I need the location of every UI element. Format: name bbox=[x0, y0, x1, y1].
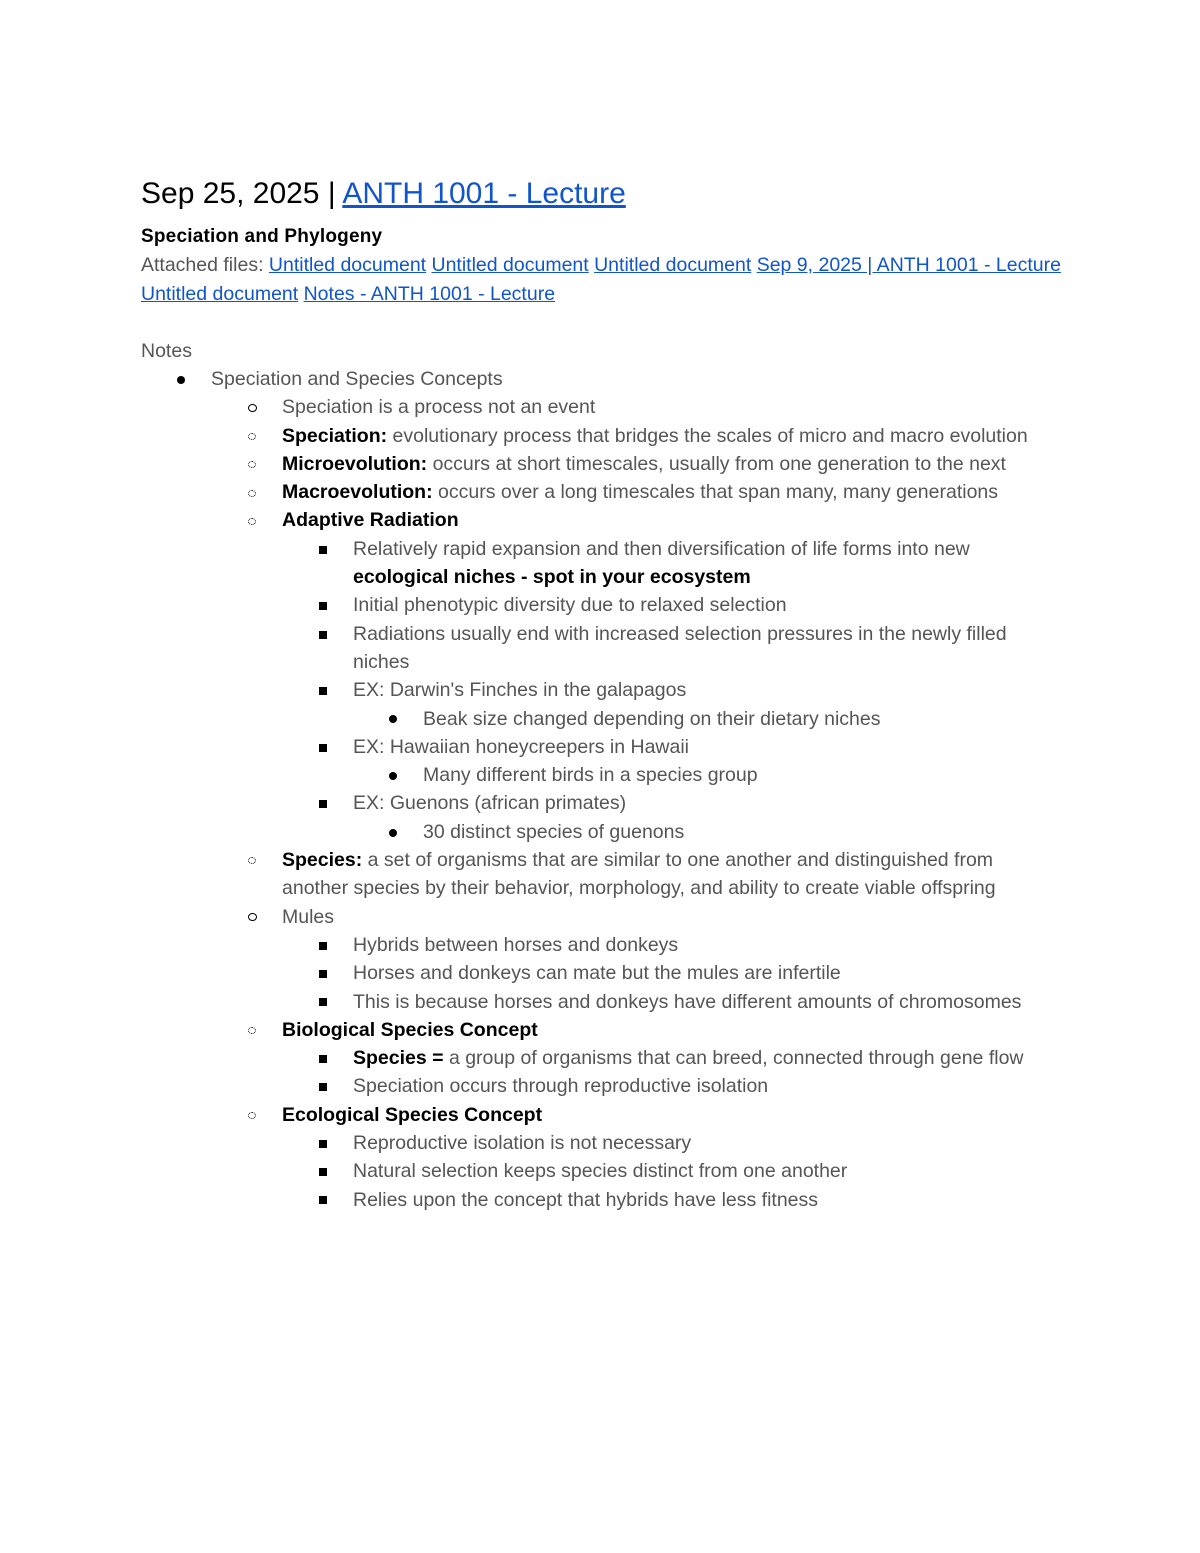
bullet-square-icon bbox=[313, 988, 333, 1016]
bullet-filled-circle-icon bbox=[383, 818, 403, 846]
list-item-text: occurs at short timescales, usually from one generation to the next bbox=[427, 452, 1006, 475]
list-item-text: Initial phenotypic diversity due to relaxed selection bbox=[353, 594, 787, 617]
list-item-term: Species = bbox=[353, 1047, 444, 1070]
bullet-filled-circle-icon bbox=[383, 761, 403, 789]
list-item bbox=[141, 591, 1061, 619]
list-item-text: Relatively rapid expansion and then diversification of life forms into new bbox=[353, 537, 970, 560]
bullet-filled-circle-icon bbox=[171, 365, 191, 393]
list-item-text: Natural selection keeps species distinct from one another bbox=[353, 1160, 848, 1183]
bullet-square-icon bbox=[313, 959, 333, 987]
bullet-square-icon bbox=[313, 1129, 333, 1157]
list-item-term: Biological Species Concept bbox=[282, 1018, 538, 1041]
bullet-dotted-circle-icon bbox=[242, 846, 262, 874]
list-item-text: This is because horses and donkeys have different amounts of chromosomes bbox=[353, 990, 1022, 1013]
list-item-term: Adaptive Radiation bbox=[282, 509, 459, 532]
list-item-text: occurs over a long timescales that span many, many generations bbox=[432, 481, 999, 504]
list-item-text: Speciation is a process not an event bbox=[282, 396, 596, 419]
list-item bbox=[141, 620, 1061, 677]
bullet-square-icon bbox=[313, 789, 333, 817]
list-item bbox=[141, 506, 1061, 534]
list-item bbox=[141, 1016, 1061, 1044]
list-item bbox=[141, 705, 1061, 733]
bullet-hollow-circle-icon bbox=[242, 393, 262, 421]
bullet-square-icon bbox=[313, 1186, 333, 1214]
list-item bbox=[141, 422, 1061, 450]
list-item-text: EX: Hawaiian honeycreepers in Hawaii bbox=[353, 735, 690, 758]
list-item bbox=[141, 393, 1061, 421]
list-item-text: Mules bbox=[282, 905, 335, 928]
list-item bbox=[141, 789, 1061, 817]
title-link[interactable]: ANTH 1001 - Lecture bbox=[342, 177, 626, 210]
bullet-dotted-circle-icon bbox=[242, 422, 262, 450]
bullet-square-icon bbox=[313, 1157, 333, 1185]
list-item bbox=[141, 1072, 1061, 1100]
list-item-text: Radiations usually end with increased selection pressures in the newly filled niches bbox=[353, 622, 1007, 673]
list-item-text: Hybrids between horses and donkeys bbox=[353, 933, 679, 956]
page-title bbox=[141, 174, 1061, 214]
list-item bbox=[141, 818, 1061, 846]
bullet-square-icon bbox=[313, 591, 333, 619]
document-subtitle: Speciation and Phylogeny bbox=[141, 226, 383, 247]
list-item bbox=[141, 733, 1061, 761]
list-item bbox=[141, 903, 1061, 931]
attached-files bbox=[141, 251, 1061, 309]
attached-file-link[interactable]: Sep 9, 2025 | ANTH 1001 - Lecture bbox=[756, 254, 1061, 276]
list-item bbox=[141, 846, 1061, 903]
list-item bbox=[141, 1186, 1061, 1214]
list-item-text: 30 distinct species of guenons bbox=[423, 820, 685, 843]
list-item bbox=[141, 1157, 1061, 1185]
title-date: Sep 25, 2025 | bbox=[141, 177, 343, 210]
file-links bbox=[141, 254, 1061, 305]
attached-file-link[interactable]: Untitled document bbox=[268, 254, 427, 276]
bullet-square-icon bbox=[313, 931, 333, 959]
bullet-dotted-circle-icon bbox=[242, 506, 262, 534]
bullet-dotted-circle-icon bbox=[242, 1101, 262, 1129]
list-item bbox=[141, 1129, 1061, 1157]
attached-files-label: Attached files: bbox=[141, 254, 269, 276]
list-item-text: Reproductive isolation is not necessary bbox=[353, 1132, 692, 1155]
list-item bbox=[141, 959, 1061, 987]
list-item bbox=[141, 931, 1061, 959]
bullet-square-icon bbox=[313, 676, 333, 704]
list-item-text: Relies upon the concept that hybrids have less fitness bbox=[353, 1188, 819, 1211]
document-page bbox=[141, 174, 1061, 1214]
attached-file-link[interactable]: Notes - ANTH 1001 - Lecture bbox=[303, 283, 556, 305]
list-item-text: Beak size changed depending on their dietary niches bbox=[423, 707, 881, 730]
list-item-text: Many different birds in a species group bbox=[423, 764, 758, 787]
bullet-dotted-circle-icon bbox=[242, 1016, 262, 1044]
bullet-square-icon bbox=[313, 1044, 333, 1072]
attached-file-link[interactable]: Untitled document bbox=[431, 254, 589, 276]
list-item-text: Speciation occurs through reproductive isolation bbox=[353, 1075, 769, 1098]
list-item bbox=[141, 478, 1061, 506]
list-item-text: Speciation and Species Concepts bbox=[211, 368, 503, 390]
list-item bbox=[141, 988, 1061, 1016]
bullet-hollow-circle-icon bbox=[242, 903, 262, 931]
list-item-text: EX: Darwin's Finches in the galapagos bbox=[353, 679, 687, 702]
attached-file-link[interactable]: Untitled document bbox=[594, 254, 752, 276]
bullet-square-icon bbox=[313, 620, 333, 648]
notes-heading: Notes bbox=[141, 340, 192, 362]
bullet-dotted-circle-icon bbox=[242, 478, 262, 506]
list-item bbox=[141, 450, 1061, 478]
list-item-term: Ecological Species Concept bbox=[282, 1103, 543, 1126]
bullet-square-icon bbox=[313, 733, 333, 761]
list-item-text: a group of organisms that can breed, connected through gene flow bbox=[443, 1047, 1024, 1070]
list-item bbox=[141, 761, 1061, 789]
bullet-square-icon bbox=[313, 535, 333, 563]
list-item-term: Microevolution: bbox=[282, 452, 428, 475]
notes-list bbox=[141, 365, 1061, 1214]
list-item bbox=[141, 535, 1061, 592]
attached-file-link[interactable]: Untitled document bbox=[141, 283, 299, 305]
list-item bbox=[141, 1101, 1061, 1129]
bullet-square-icon bbox=[313, 1072, 333, 1100]
list-item-term: Macroevolution: bbox=[282, 481, 433, 504]
list-item-text: Horses and donkeys can mate but the mules are infertile bbox=[353, 962, 841, 985]
list-item-text: evolutionary process that bridges the scales of micro and macro evolution bbox=[387, 424, 1028, 447]
list-item-text: a set of organisms that are similar to one another and distinguished from another species by their behavior, morphology, and ability to create viable offspring bbox=[282, 849, 996, 900]
list-item-term: Speciation: bbox=[282, 424, 388, 447]
list-item bbox=[141, 1044, 1061, 1072]
list-item bbox=[141, 676, 1061, 704]
list-item bbox=[141, 365, 1061, 393]
bullet-dotted-circle-icon bbox=[242, 450, 262, 478]
bullet-filled-circle-icon bbox=[383, 705, 403, 733]
list-item-term: Species: bbox=[282, 849, 363, 872]
list-item-text: EX: Guenons (african primates) bbox=[353, 792, 627, 815]
list-item-emphasis: ecological niches - spot in your ecosystem bbox=[353, 566, 751, 589]
